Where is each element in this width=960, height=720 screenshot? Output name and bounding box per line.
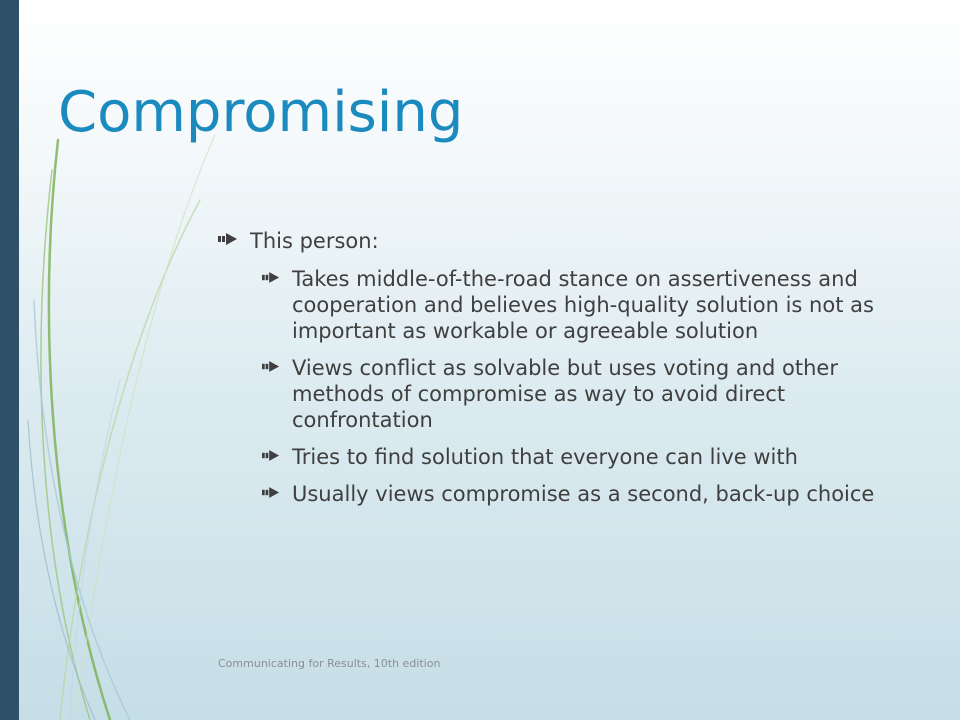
slide-body (218, 228, 888, 518)
arrow-bullet-icon (262, 448, 280, 463)
bullet-level2 (262, 444, 888, 470)
slide-footer: Communicating for Results, 10th edition (218, 657, 441, 670)
bullet-text: Views conflict as solvable but uses voting and other methods of compromise as way to avoid direct confrontation (292, 356, 838, 432)
bullet-text: Takes middle-of-the-road stance on assertiveness and cooperation and believes high-quality solution is not as important as workable or agreeable solution (292, 267, 874, 343)
arrow-bullet-icon (262, 485, 280, 500)
bullet-text: This person: (250, 229, 379, 253)
bullet-level2 (262, 266, 888, 344)
slide-title: Compromising (58, 80, 464, 145)
bullet-text: Usually views compromise as a second, back-up choice (292, 482, 875, 506)
bullet-level1 (218, 228, 888, 254)
bullet-level2 (262, 481, 888, 507)
arrow-bullet-icon (262, 270, 280, 285)
arrow-bullet-icon (262, 359, 280, 374)
bullet-text: Tries to find solution that everyone can live with (292, 445, 798, 469)
bullet-level2 (262, 355, 888, 433)
arrow-bullet-icon (218, 231, 238, 247)
